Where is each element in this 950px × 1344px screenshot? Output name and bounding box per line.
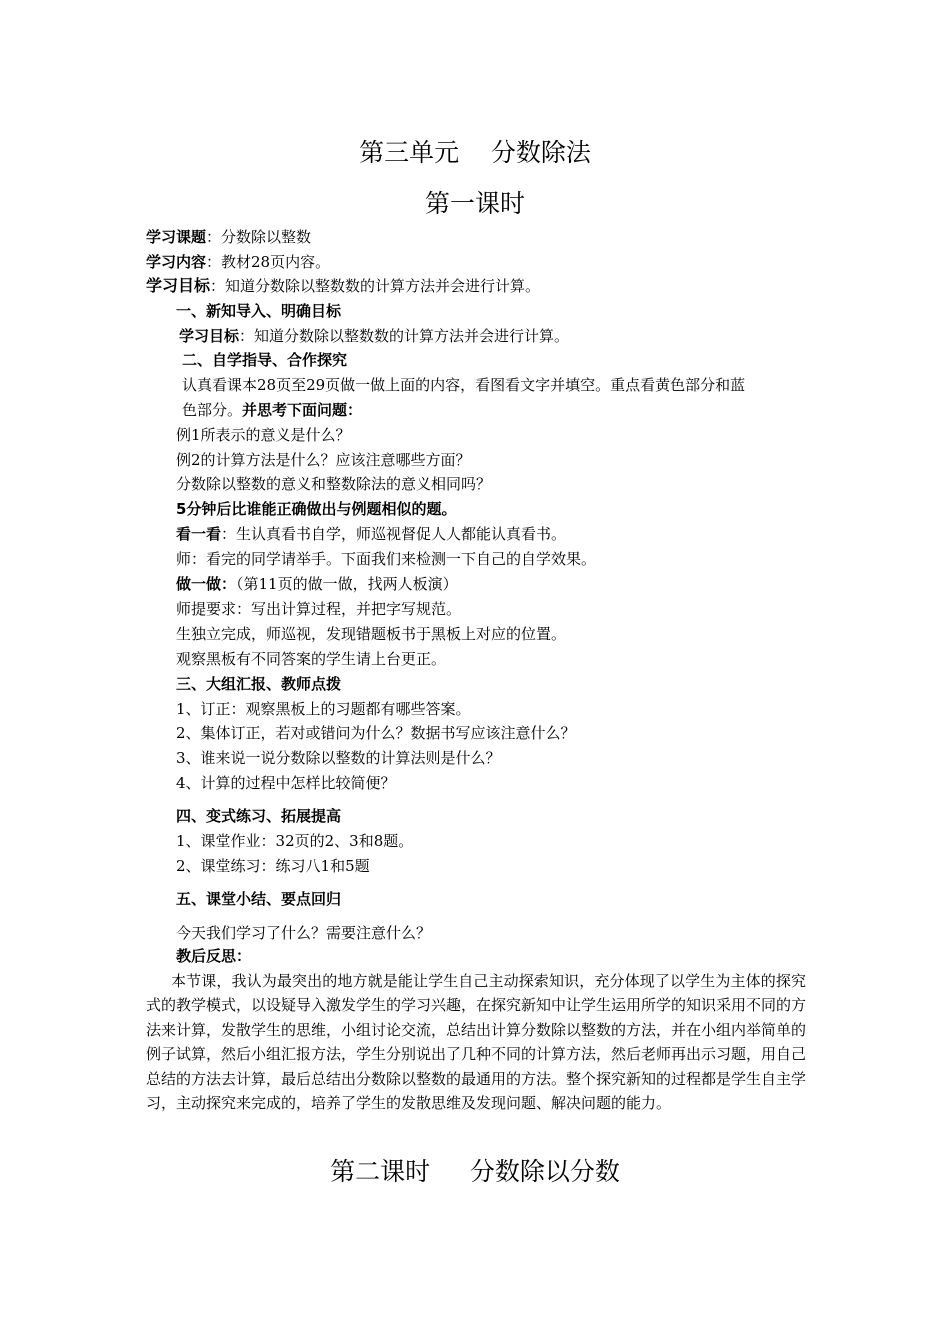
section2-heading: 二、自学指导、合作探究 [182, 351, 348, 369]
topic-line [146, 227, 311, 247]
goal-label: 学习目标 [146, 276, 211, 295]
section2-instruction-2 [182, 400, 362, 420]
question-1: 例1所表示的意义是什么？ [176, 426, 351, 444]
section2-instruction-2-text: 色部分。 [182, 401, 243, 419]
section3-heading: 三、大组汇报、教师点拨 [176, 675, 342, 693]
content-value: ：教材28页内容。 [206, 253, 331, 271]
observe-line: 观察黑板有不同答案的学生请上台更正。 [176, 650, 447, 668]
question-3: 分数除以整数的意义和整数除法的意义相同吗？ [176, 475, 492, 493]
summary-question: 今天我们学习了什么？需要注意什么？ [176, 924, 432, 942]
section2-instruction-1: 认真看课本28页至29页做一做上面的内容，看图看文字并填空。重点看黄色部分和蓝 [182, 376, 746, 394]
goal-value: ：知道分数除以整数数的计算方法并会进行计算。 [210, 277, 541, 295]
look-label: 看一看 [176, 525, 222, 543]
section1-goal-line [179, 326, 569, 346]
lesson2-title: 第二课时 分数除以分数 [330, 1157, 620, 1186]
requirement-line: 师提要求：写出计算过程，并把字写规范。 [176, 600, 462, 618]
section3-item-2: 2、集体订正，若对或错问为什么？数据书写应该注意什么？ [176, 724, 576, 742]
content-label: 学习内容 [146, 253, 207, 271]
content-line [146, 252, 330, 272]
goal-line [146, 276, 540, 296]
do-line [176, 574, 458, 594]
section4-item-1: 1、课堂作业：32页的2、3和8题。 [176, 832, 414, 850]
section4-heading: 四、变式练习、拓展提高 [176, 807, 342, 825]
section1-goal-value: ：知道分数除以整数数的计算方法并会进行计算。 [239, 327, 570, 345]
lesson1-title: 第一课时 [424, 189, 525, 218]
question-2: 例2的计算方法是什么？应该注意哪些方面？ [176, 451, 471, 469]
teacher-line: 师：看完的同学请举手。下面我们来检测一下自己的自学效果。 [176, 550, 597, 568]
section2-instruction-2-bold: 并思考下面问题： [242, 401, 363, 419]
look-line [176, 524, 566, 544]
reflection-label: 教后反思： [176, 947, 252, 965]
topic-label: 学习课题 [146, 228, 207, 246]
section3-item-1: 1、订正：观察黑板上的习题都有哪些答案。 [176, 700, 471, 718]
unit-title: 第三单元 分数除法 [359, 138, 591, 167]
look-value: ：生认真看书自学，师巡视督促人人都能认真看书。 [221, 525, 567, 543]
solo-line: 生独立完成，师巡视，发现错题板书于黑板上对应的位置。 [176, 625, 567, 643]
do-label: 做一做： [176, 575, 237, 593]
section3-item-3: 3、谁来说一说分数除以整数的计算法则是什么？ [176, 749, 501, 767]
challenge-line: 5分钟后比谁能正确做出与例题相似的题。 [176, 500, 457, 518]
section1-heading: 一、新知导入、明确目标 [176, 302, 342, 320]
section5-heading: 五、课堂小结、要点回归 [176, 890, 342, 908]
topic-value: ：分数除以整数 [206, 228, 312, 246]
section4-item-2: 2、课堂练习：练习八1和5题 [176, 857, 370, 875]
reflection-text: 本节课，我认为最突出的地方就是能让学生自己主动探索知识，充分体现了以学生为主体的探究式的教学模式，以设疑导入激发学生的学习兴趣，在探究新知中让学生运用所学的知识采用不同的方法来计算，发散学生的思维，小组讨论交流，总结出计算分数除以整数的方法，并在小组内举简单的例子试算，然后小组汇报方法，学生分别说出了几种不同的计算方法，然后老师再出示习题，用自己总结的方法去计算，最后总结出分数除以整数的最通用的方法。整个探究新知的过程都是学生自主学习，主动探究来完成的，培养了学生的发散思维及发现问题、解决问题的能力。 [146, 972, 807, 1113]
section1-goal-label: 学习目标 [179, 327, 240, 345]
section3-item-4: 4、计算的过程中怎样比较简便？ [176, 774, 396, 792]
do-value: （第11页的做一做，找两人板演） [236, 575, 458, 593]
